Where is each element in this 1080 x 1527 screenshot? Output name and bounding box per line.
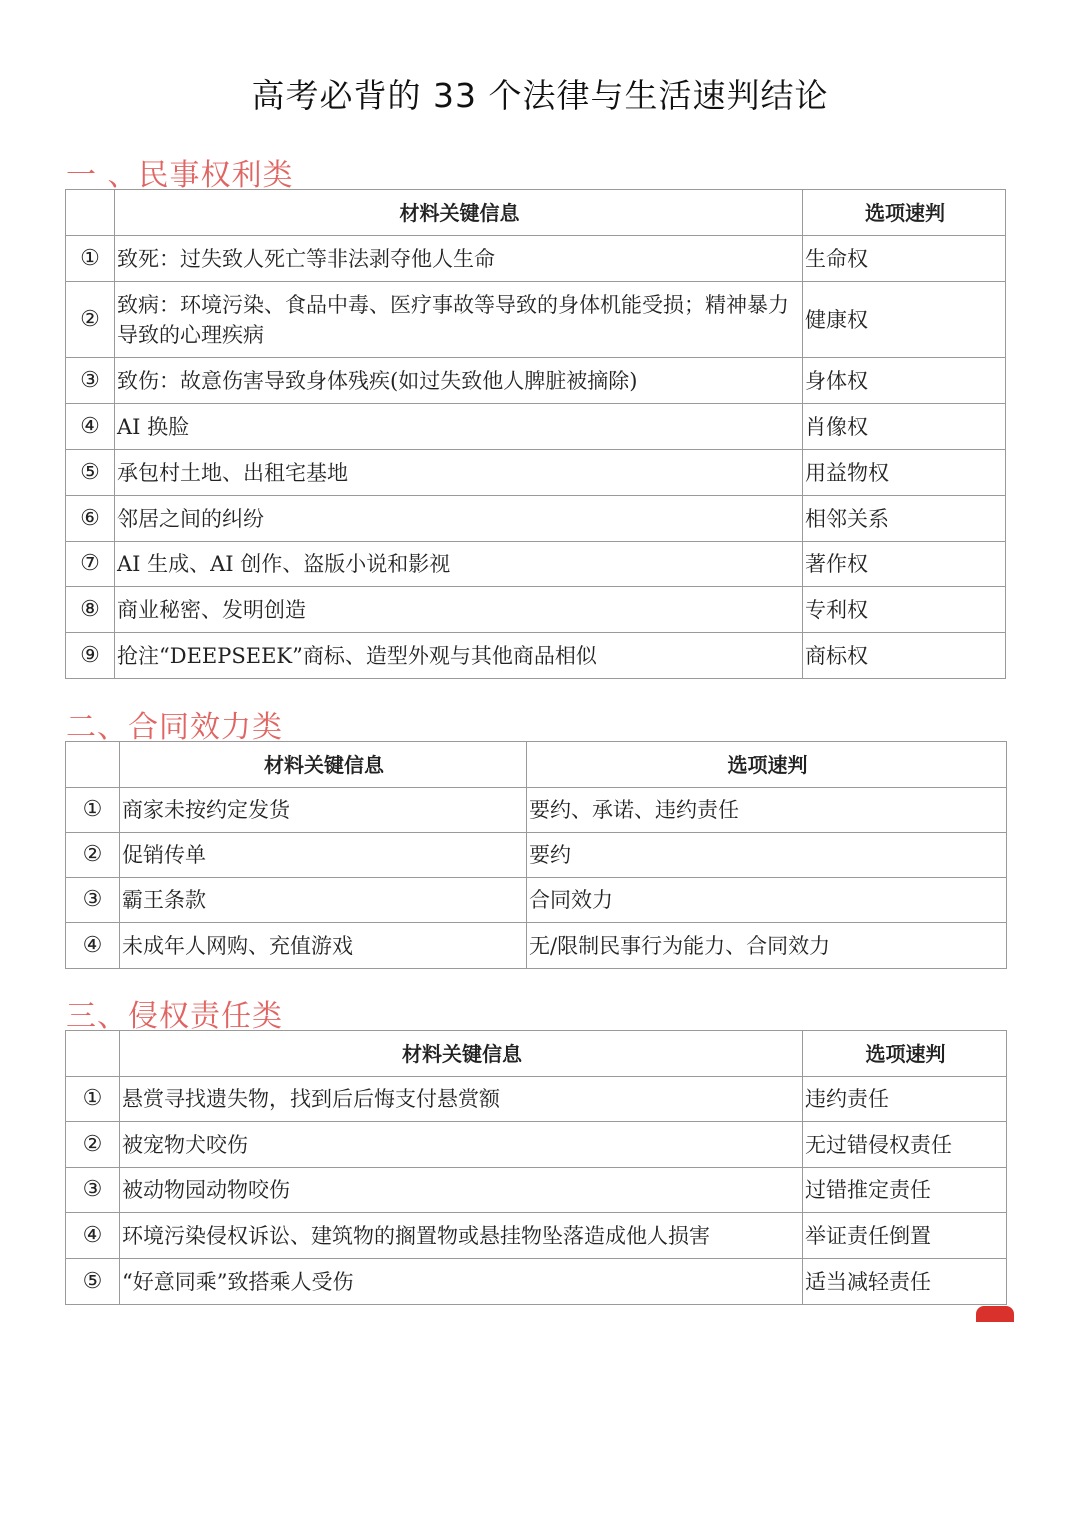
row-number: ⑧ bbox=[66, 587, 115, 633]
row-number: ② bbox=[66, 833, 120, 878]
row-option: 专利权 bbox=[803, 587, 1006, 633]
row-number: ④ bbox=[66, 1213, 120, 1259]
table-row bbox=[66, 1077, 1007, 1122]
table-row bbox=[66, 1122, 1007, 1168]
section-heading-contract-validity: 二、合同效力类 bbox=[66, 710, 283, 745]
row-option: 健康权 bbox=[803, 282, 1006, 358]
row-key-info: 促销传单 bbox=[120, 833, 527, 878]
row-key-info: 致病：环境污染、食品中毒、医疗事故等导致的身体机能受损；精神暴力导致的心理疾病 bbox=[115, 282, 803, 358]
row-number: ④ bbox=[66, 404, 115, 450]
row-key-info: 商家未按约定发货 bbox=[120, 788, 527, 833]
row-number: ③ bbox=[66, 358, 115, 404]
row-key-info: 致死：过失致人死亡等非法剥夺他人生命 bbox=[115, 236, 803, 282]
header-key-info: 材料关键信息 bbox=[120, 1031, 803, 1077]
row-option: 过错推定责任 bbox=[803, 1168, 1007, 1213]
row-option: 肖像权 bbox=[803, 404, 1006, 450]
header-option: 选项速判 bbox=[803, 190, 1006, 236]
table-row bbox=[66, 1168, 1007, 1213]
row-option: 商标权 bbox=[803, 633, 1006, 679]
corner-mark-icon bbox=[976, 1306, 1014, 1322]
table-row bbox=[66, 833, 1007, 878]
row-key-info: “好意同乘”致搭乘人受伤 bbox=[120, 1259, 803, 1305]
contract-validity-table bbox=[65, 741, 1007, 969]
table-row bbox=[66, 788, 1007, 833]
row-key-info: 环境污染侵权诉讼、建筑物的搁置物或悬挂物坠落造成他人损害 bbox=[120, 1213, 803, 1259]
row-number: ① bbox=[66, 1077, 120, 1122]
table-row bbox=[66, 450, 1006, 496]
row-number: ② bbox=[66, 282, 115, 358]
row-key-info: 未成年人网购、充值游戏 bbox=[120, 923, 527, 969]
header-index bbox=[66, 1031, 120, 1077]
row-option: 举证责任倒置 bbox=[803, 1213, 1007, 1259]
header-key-info: 材料关键信息 bbox=[120, 742, 527, 788]
row-number: ① bbox=[66, 788, 120, 833]
header-option: 选项速判 bbox=[527, 742, 1007, 788]
row-key-info: AI 换脸 bbox=[115, 404, 803, 450]
row-option: 用益物权 bbox=[803, 450, 1006, 496]
row-option: 相邻关系 bbox=[803, 496, 1006, 542]
table-header-row bbox=[66, 742, 1007, 788]
table-row bbox=[66, 404, 1006, 450]
row-key-info: 承包村土地、出租宅基地 bbox=[115, 450, 803, 496]
header-key-info: 材料关键信息 bbox=[115, 190, 803, 236]
table-row bbox=[66, 1213, 1007, 1259]
row-option: 无过错侵权责任 bbox=[803, 1122, 1007, 1168]
row-number: ⑤ bbox=[66, 450, 115, 496]
table-row bbox=[66, 358, 1006, 404]
row-key-info: 致伤：故意伤害导致身体残疾(如过失致他人脾脏被摘除) bbox=[115, 358, 803, 404]
row-number: ③ bbox=[66, 1168, 120, 1213]
row-key-info: 邻居之间的纠纷 bbox=[115, 496, 803, 542]
row-option: 著作权 bbox=[803, 542, 1006, 587]
row-number: ⑦ bbox=[66, 542, 115, 587]
row-number: ③ bbox=[66, 878, 120, 923]
row-number: ① bbox=[66, 236, 115, 282]
row-key-info: 霸王条款 bbox=[120, 878, 527, 923]
section-heading-civil-rights: 一 、民事权利类 bbox=[66, 158, 294, 193]
table-row bbox=[66, 633, 1006, 679]
page-title: 高考必背的 33 个法律与生活速判结论 bbox=[251, 76, 829, 115]
header-index bbox=[66, 190, 115, 236]
row-number: ④ bbox=[66, 923, 120, 969]
table-row bbox=[66, 282, 1006, 358]
table-row bbox=[66, 587, 1006, 633]
row-number: ⑥ bbox=[66, 496, 115, 542]
row-option: 适当减轻责任 bbox=[803, 1259, 1007, 1305]
header-option: 选项速判 bbox=[803, 1031, 1007, 1077]
row-option: 要约、承诺、违约责任 bbox=[527, 788, 1007, 833]
civil-rights-table bbox=[65, 189, 1006, 679]
header-index bbox=[66, 742, 120, 788]
table-row bbox=[66, 878, 1007, 923]
row-key-info: 商业秘密、发明创造 bbox=[115, 587, 803, 633]
row-option: 合同效力 bbox=[527, 878, 1007, 923]
row-option: 要约 bbox=[527, 833, 1007, 878]
table-header-row bbox=[66, 1031, 1007, 1077]
tort-liability-table bbox=[65, 1030, 1007, 1305]
table-row bbox=[66, 496, 1006, 542]
row-option: 违约责任 bbox=[803, 1077, 1007, 1122]
row-option: 无/限制民事行为能力、合同效力 bbox=[527, 923, 1007, 969]
row-key-info: 抢注“DEEPSEEK”商标、造型外观与其他商品相似 bbox=[115, 633, 803, 679]
row-key-info: 被宠物犬咬伤 bbox=[120, 1122, 803, 1168]
table-header-row bbox=[66, 190, 1006, 236]
table-row bbox=[66, 542, 1006, 587]
row-option: 身体权 bbox=[803, 358, 1006, 404]
table-row bbox=[66, 923, 1007, 969]
table-row bbox=[66, 1259, 1007, 1305]
row-number: ② bbox=[66, 1122, 120, 1168]
row-number: ⑤ bbox=[66, 1259, 120, 1305]
section-heading-tort-liability: 三、侵权责任类 bbox=[66, 999, 283, 1034]
row-option: 生命权 bbox=[803, 236, 1006, 282]
row-key-info: AI 生成、AI 创作、盗版小说和影视 bbox=[115, 542, 803, 587]
row-number: ⑨ bbox=[66, 633, 115, 679]
row-key-info: 悬赏寻找遗失物，找到后后悔支付悬赏额 bbox=[120, 1077, 803, 1122]
row-key-info: 被动物园动物咬伤 bbox=[120, 1168, 803, 1213]
table-row bbox=[66, 236, 1006, 282]
